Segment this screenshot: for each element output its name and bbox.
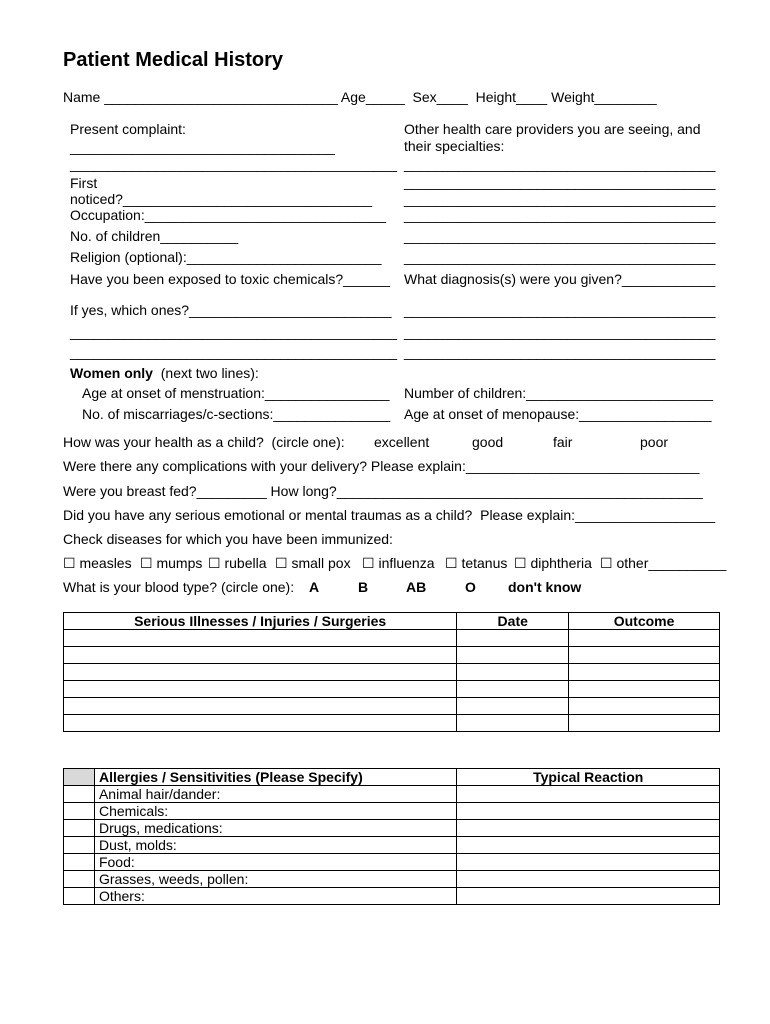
illness-table — [63, 612, 720, 732]
childhood-traumas-field[interactable]: Did you have any serious emotional or mental traumas as a child? Please explain:__________________ — [63, 507, 716, 523]
disease-label: diphtheria — [530, 555, 592, 571]
breast-fed-field[interactable]: Were you breast fed?_________ How long?_______________________________________________ — [63, 483, 703, 499]
table-row — [64, 786, 720, 803]
allergy-header: Allergies / Sensitivities (Please Specify) — [94, 769, 456, 786]
disease-checkbox-diphtheria[interactable]: ☐ diphtheria — [514, 555, 592, 571]
allergy-check-cell[interactable] — [64, 837, 95, 854]
chemicals-blank[interactable]: __________________________________________ — [70, 344, 398, 360]
disease-checkbox-influenza[interactable]: ☐ influenza — [362, 555, 435, 571]
illness-cell[interactable] — [64, 681, 457, 698]
disease-label: mumps — [156, 555, 203, 571]
providers-blank[interactable]: ________________________________________ — [404, 174, 716, 190]
allergy-table — [63, 768, 720, 905]
table-row — [64, 837, 720, 854]
outcome-cell[interactable] — [569, 647, 720, 664]
first-noticed-label: First — [70, 175, 98, 191]
allergy-check-cell[interactable] — [64, 854, 95, 871]
table-row — [64, 681, 720, 698]
date-cell[interactable] — [457, 698, 569, 715]
outcome-header: Outcome — [569, 613, 720, 630]
disease-checkbox-mumps[interactable]: ☐ mumps — [140, 555, 203, 571]
table-row — [64, 664, 720, 681]
blood-type-a[interactable]: A — [309, 579, 320, 595]
reaction-cell[interactable] — [457, 803, 720, 820]
allergy-check-cell[interactable] — [64, 888, 95, 905]
present-complaint-blank[interactable]: __________________________________________ — [70, 156, 398, 172]
disease-label: rubella — [224, 555, 267, 571]
illness-cell[interactable] — [64, 630, 457, 647]
table-header-row — [64, 769, 720, 786]
outcome-cell[interactable] — [569, 681, 720, 698]
date-cell[interactable] — [457, 681, 569, 698]
reaction-cell[interactable] — [457, 837, 720, 854]
women-only-label: Women only — [70, 365, 153, 381]
disease-label: other__________ — [616, 555, 727, 571]
reaction-header: Typical Reaction — [457, 769, 720, 786]
blood-type-o[interactable]: O — [465, 579, 476, 595]
disease-checkbox-rubella[interactable]: ☐ rubella — [208, 555, 267, 571]
illness-cell[interactable] — [64, 647, 457, 664]
disease-checkbox-measles[interactable]: ☐ measles — [63, 555, 132, 571]
table-row — [64, 888, 720, 905]
allergy-label[interactable]: Drugs, medications: — [94, 820, 456, 837]
table-row — [64, 630, 720, 647]
reaction-cell[interactable] — [457, 871, 720, 888]
women-only-note: (next two lines): — [160, 365, 259, 381]
illness-cell[interactable] — [64, 698, 457, 715]
outcome-cell[interactable] — [569, 664, 720, 681]
page-title: Patient Medical History — [63, 49, 284, 71]
allergy-label[interactable]: Food: — [94, 854, 456, 871]
date-cell[interactable] — [457, 630, 569, 647]
menopause-field[interactable]: Age at onset of menopause:_________________ — [404, 406, 712, 422]
diagnosis-blank[interactable]: ________________________________________ — [404, 324, 716, 340]
childhood-health-question: How was your health as a child? (circle one): — [63, 434, 345, 450]
present-complaint-blank[interactable]: __________________________________ — [70, 139, 335, 155]
allergy-label[interactable]: Grasses, weeds, pollen: — [94, 871, 456, 888]
providers-blank[interactable]: ________________________________________ — [404, 191, 716, 207]
disease-label: tetanus — [461, 555, 508, 571]
first-noticed-field[interactable]: noticed?________________________________ — [70, 191, 373, 207]
diagnosis-field[interactable]: What diagnosis(s) were you given?____________ — [404, 271, 716, 287]
allergy-check-cell[interactable] — [64, 786, 95, 803]
reaction-cell[interactable] — [457, 888, 720, 905]
providers-blank[interactable]: ________________________________________ — [404, 156, 716, 172]
table-row — [64, 820, 720, 837]
allergy-check-cell[interactable] — [64, 803, 95, 820]
blood-type-ab[interactable]: AB — [406, 579, 427, 595]
women-only-heading — [70, 366, 259, 380]
table-row — [64, 803, 720, 820]
table-row — [64, 871, 720, 888]
date-cell[interactable] — [457, 715, 569, 732]
diagnosis-blank[interactable]: ________________________________________ — [404, 302, 716, 318]
present-complaint-label: Present complaint: — [70, 121, 186, 137]
allergy-check-cell[interactable] — [64, 871, 95, 888]
providers-blank[interactable]: ________________________________________ — [404, 228, 716, 244]
table-row — [64, 647, 720, 664]
allergy-check-cell — [64, 769, 95, 786]
option-good[interactable]: good — [472, 434, 504, 450]
date-cell[interactable] — [457, 647, 569, 664]
delivery-complications-field[interactable]: Were there any complications with your delivery? Please explain:______________________________ — [63, 458, 700, 474]
disease-checkbox-other[interactable]: ☐ other__________ — [600, 555, 727, 571]
date-header: Date — [457, 613, 569, 630]
occupation-field[interactable]: Occupation:_______________________________ — [70, 207, 387, 223]
disease-label: measles — [79, 555, 132, 571]
outcome-cell[interactable] — [569, 630, 720, 647]
children-field[interactable]: No. of children__________ — [70, 228, 239, 244]
table-row — [64, 715, 720, 732]
option-fair[interactable]: fair — [553, 434, 573, 450]
disease-checkbox-small-pox[interactable]: ☐ small pox — [275, 555, 351, 571]
illness-header: Serious Illnesses / Injuries / Surgeries — [64, 613, 457, 630]
providers-blank[interactable]: ________________________________________ — [404, 207, 716, 223]
providers-label: Other health care providers you are seeing, and — [404, 121, 701, 137]
menstruation-field[interactable]: Age at onset of menstruation:________________ — [82, 385, 390, 401]
allergy-label[interactable]: Chemicals: — [94, 803, 456, 820]
disease-checkbox-tetanus[interactable]: ☐ tetanus — [445, 555, 508, 571]
outcome-cell[interactable] — [569, 715, 720, 732]
patient-info-line[interactable]: Name ______________________________ Age_____ Sex____ Height____ Weight________ — [63, 89, 657, 105]
immunization-label: Check diseases for which you have been immunized: — [63, 531, 393, 547]
allergy-label[interactable]: Dust, molds: — [94, 837, 456, 854]
providers-blank[interactable]: ________________________________________ — [404, 249, 716, 265]
date-cell[interactable] — [457, 664, 569, 681]
which-chemicals-field[interactable]: If yes, which ones?__________________________ — [70, 302, 392, 318]
reaction-cell[interactable] — [457, 786, 720, 803]
table-row — [64, 854, 720, 871]
allergy-label[interactable]: Animal hair/dander: — [94, 786, 456, 803]
blood-type-b[interactable]: B — [358, 579, 369, 595]
illness-cell[interactable] — [64, 664, 457, 681]
option-poor[interactable]: poor — [640, 434, 669, 450]
option-excellent[interactable]: excellent — [374, 434, 430, 450]
allergy-check-cell[interactable] — [64, 820, 95, 837]
blood-type-dont-know[interactable]: don't know — [508, 579, 582, 595]
disease-label: influenza — [378, 555, 435, 571]
blood-type-question: What is your blood type? (circle one): — [63, 579, 295, 595]
providers-label: their specialties: — [404, 138, 505, 154]
toxic-chemicals-field[interactable]: Have you been exposed to toxic chemicals?______ — [70, 271, 390, 287]
reaction-cell[interactable] — [457, 820, 720, 837]
disease-label: small pox — [291, 555, 351, 571]
diagnosis-blank[interactable]: ________________________________________ — [404, 344, 716, 360]
religion-field[interactable]: Religion (optional):_________________________ — [70, 249, 382, 265]
number-of-children-field[interactable]: Number of children:________________________ — [404, 385, 714, 401]
chemicals-blank[interactable]: __________________________________________ — [70, 324, 398, 340]
table-header-row — [64, 613, 720, 630]
reaction-cell[interactable] — [457, 854, 720, 871]
outcome-cell[interactable] — [569, 698, 720, 715]
illness-cell[interactable] — [64, 715, 457, 732]
table-row — [64, 698, 720, 715]
miscarriages-field[interactable]: No. of miscarriages/c-sections:_______________ — [82, 406, 391, 422]
allergy-label[interactable]: Others: — [94, 888, 456, 905]
